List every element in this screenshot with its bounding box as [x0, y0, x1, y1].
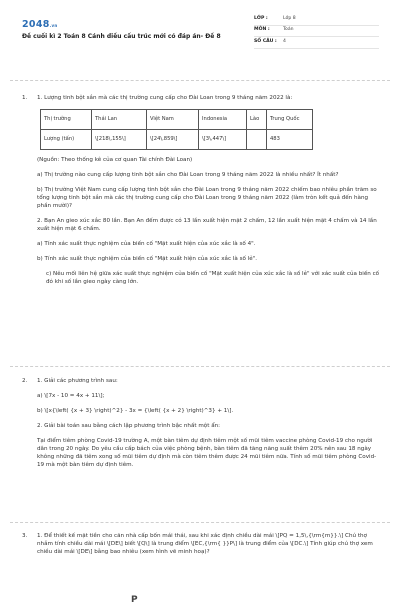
meta-row-count [254, 37, 379, 49]
question-number: 2. [22, 378, 28, 384]
question-part: 2. Bạn An gieo xúc xắc 80 lần. Bạn An đếm được có 13 lần xuất hiện mặt 2 chấm, 12 lần xuất hiện mặt 4 chấm và 14 lần xuất hiện mặt 6 chấm. [37, 217, 377, 232]
table-cell: Lượng (tấn) [41, 129, 92, 149]
question-part: a) Thị trường nào cung cấp lượng tinh bột sắn cho Đài Loan trong 9 tháng năm 2022 là nhiều nhất? Ít nhất? [37, 171, 339, 178]
logo-domain: .vn [49, 23, 58, 28]
question-part: 1. Giải các phương trình sau: [37, 378, 118, 384]
table-cell: Lào [247, 109, 267, 129]
meta-row-class [254, 14, 379, 26]
question-part: b) \[x{\left( {x + 3} \right)^2} - 3x = {\left( {x + 2} \right)^3} + 1\]. [37, 407, 234, 414]
question-part: 2. Giải bài toán sau bằng cách lập phương trình bậc nhất một ẩn: [37, 422, 221, 429]
question-intro: 1. Lượng tinh bột sắn mà các thị trường cung cấp cho Đài Loan trong 9 tháng năm 2022 là: [37, 95, 293, 101]
table-cell [247, 129, 267, 149]
table-header-row [41, 109, 313, 129]
section-divider [10, 522, 390, 523]
table-cell: Thái Lan [92, 109, 147, 129]
section-divider [10, 80, 390, 81]
meta-value: Lớp 8 [283, 15, 296, 21]
question-part: a) Tính xác suất thực nghiệm của biến cố "Mặt xuất hiện của xúc xắc là số 4". [37, 240, 256, 247]
question-number: 3. [22, 533, 28, 539]
question-body [37, 377, 382, 476]
supply-table [40, 109, 313, 150]
question-part: c) Nêu mối liên hệ giữa xác suất thực nghiệm của biến cố "Mặt xuất hiện của xúc xắc là số lẻ" với xác suất của biến cố đó khi số lần gieo ngày càng lớn. [46, 270, 380, 285]
table-cell: Trung Quốc [267, 109, 313, 129]
question-number: 1. [22, 95, 28, 101]
question-part: b) Thị trường Việt Nam cung cấp lượng tinh bột sắn cho Đài Loan trong 9 tháng năm 2022 chiếm bao nhiêu phần trăm so tổng lượng tinh bột sắn mà các thị trường cung cấp cho Đài Loan trong 9 tháng năm 2022 (làm tròn kết quả đến hàng phần mười)? [37, 186, 377, 209]
question-part: Tại điểm tiêm phòng Covid-19 trường A, một bàn tiêm dự định tiêm một số mũi tiêm vaccine phòng Covid-19 cho người dân trong 20 ngày. Do yêu cầu cấp bách của việc phòng bệnh, bàn tiêm đã tăng năng suất thêm 20% nên sau 18 ngày không những đã tiêm xong số mũi tiêm dự định mà còn tiêm thêm được 24 mũi tiêm nữa. Tính số mũi tiêm phòng Covid-19 mà một bàn tiêm dự định tiêm. [37, 437, 377, 468]
table-cell: \[218\,155\] [92, 129, 147, 149]
exam-meta [254, 14, 379, 49]
meta-key: SỐ CÂU : [254, 38, 277, 44]
site-logo[interactable] [22, 18, 58, 32]
question-part: b) Tính xác suất thực nghiệm của biến cố "Mặt xuất hiện của xúc xắc là số lẻ". [37, 255, 258, 262]
table-cell: 483 [267, 129, 313, 149]
meta-key: MÔN : [254, 27, 270, 33]
question-part: a) \[7x - 10 = 4x + 11\]; [37, 392, 105, 399]
question-part: 1. Để thiết kế mặt tiền cho căn nhà cấp bốn mái thái, sau khi xác định chiều dài mái \[PQ = 1,5\,{\rm{m}}.\] Chú thợ nhắm tính chiều dài mái \[DE\] biết \[Q\] là trung điểm \[EC,{\rm{ }}P\] là trung điểm của \[DC.\] Tính giúp chú thợ xem chiều dài mái \[DE\] bằng bao nhiêu (xem hình vẽ minh hoạ)? [37, 533, 373, 556]
meta-value: Toán [283, 27, 294, 33]
logo-text: 2048 [22, 19, 50, 30]
source-note: (Nguồn: Theo thống kê của cơ quan Tài chính Đài Loan) [37, 156, 193, 163]
meta-value: 4 [283, 38, 286, 44]
question-body [37, 94, 382, 293]
figure-label: P [131, 595, 138, 605]
exam-title: Đề cuối kì 2 Toán 8 Cánh diều cấu trúc mới có đáp án- Đề 8 [22, 33, 221, 40]
table-cell: \[3\,447\] [199, 129, 247, 149]
question-body [37, 532, 382, 563]
table-row [41, 129, 313, 149]
table-cell: Việt Nam [147, 109, 199, 129]
table-cell: Thị trường [41, 109, 92, 129]
table-cell: \[24\,859\] [147, 129, 199, 149]
page-header [0, 0, 400, 60]
section-divider [10, 366, 390, 367]
table-cell: Indonesia [199, 109, 247, 129]
meta-row-subject [254, 26, 379, 38]
meta-key: LỚP : [254, 15, 268, 21]
